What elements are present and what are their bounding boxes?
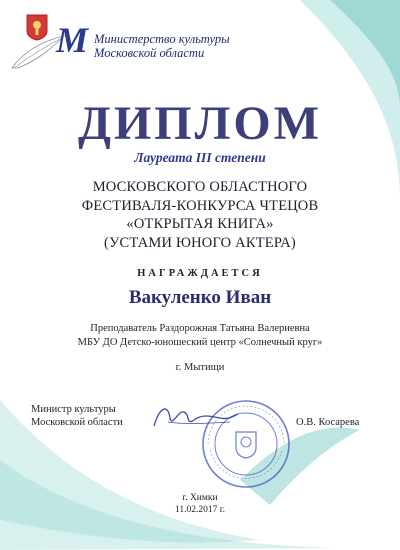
ministry-logo-letter: М	[56, 20, 89, 60]
festival-line-1: МОСКОВСКОГО ОБЛАСТНОГО	[92, 179, 308, 195]
festival-line-4: (УСТАМИ ЮНОГО АКТЕРА)	[104, 234, 296, 251]
minister-line-1: Министр культуры	[31, 404, 116, 415]
festival-name	[0, 178, 400, 252]
recipient-name: Вакуленко Иван	[128, 287, 272, 308]
teacher-info	[0, 322, 400, 350]
signer-name: О.В. Косарева	[296, 417, 360, 428]
issue-footer	[0, 492, 400, 516]
awarded-label: НАГРАЖДАЕТСЯ	[137, 268, 263, 279]
ministry-line-1: Министерство культуры	[94, 32, 230, 46]
recipient-city: г. Мытищи	[175, 362, 225, 373]
issue-place: г. Химки	[182, 493, 218, 503]
minister-title	[31, 404, 123, 429]
minister-line-2: Московской области	[31, 416, 123, 428]
handwritten-signature	[150, 398, 240, 438]
diploma-title: ДИПЛОМ	[77, 97, 323, 150]
festival-line-2: ФЕСТИВАЛЯ-КОНКУРСА ЧТЕЦОВ	[81, 197, 319, 214]
ministry-name	[94, 32, 230, 60]
ministry-line-2: Московской области	[94, 46, 205, 60]
festival-line-3: «ОТКРЫТАЯ КНИГА»	[126, 216, 274, 232]
laureate-degree: Лауреата III степени	[134, 150, 266, 165]
issue-date: 11.02.2017 г.	[175, 505, 225, 515]
teacher-line: Преподаватель Раздорожная Татьяна Валериевна	[90, 323, 310, 334]
school-line: МБУ ДО Детско-юношеский центр «Солнечный круг»	[77, 337, 323, 348]
